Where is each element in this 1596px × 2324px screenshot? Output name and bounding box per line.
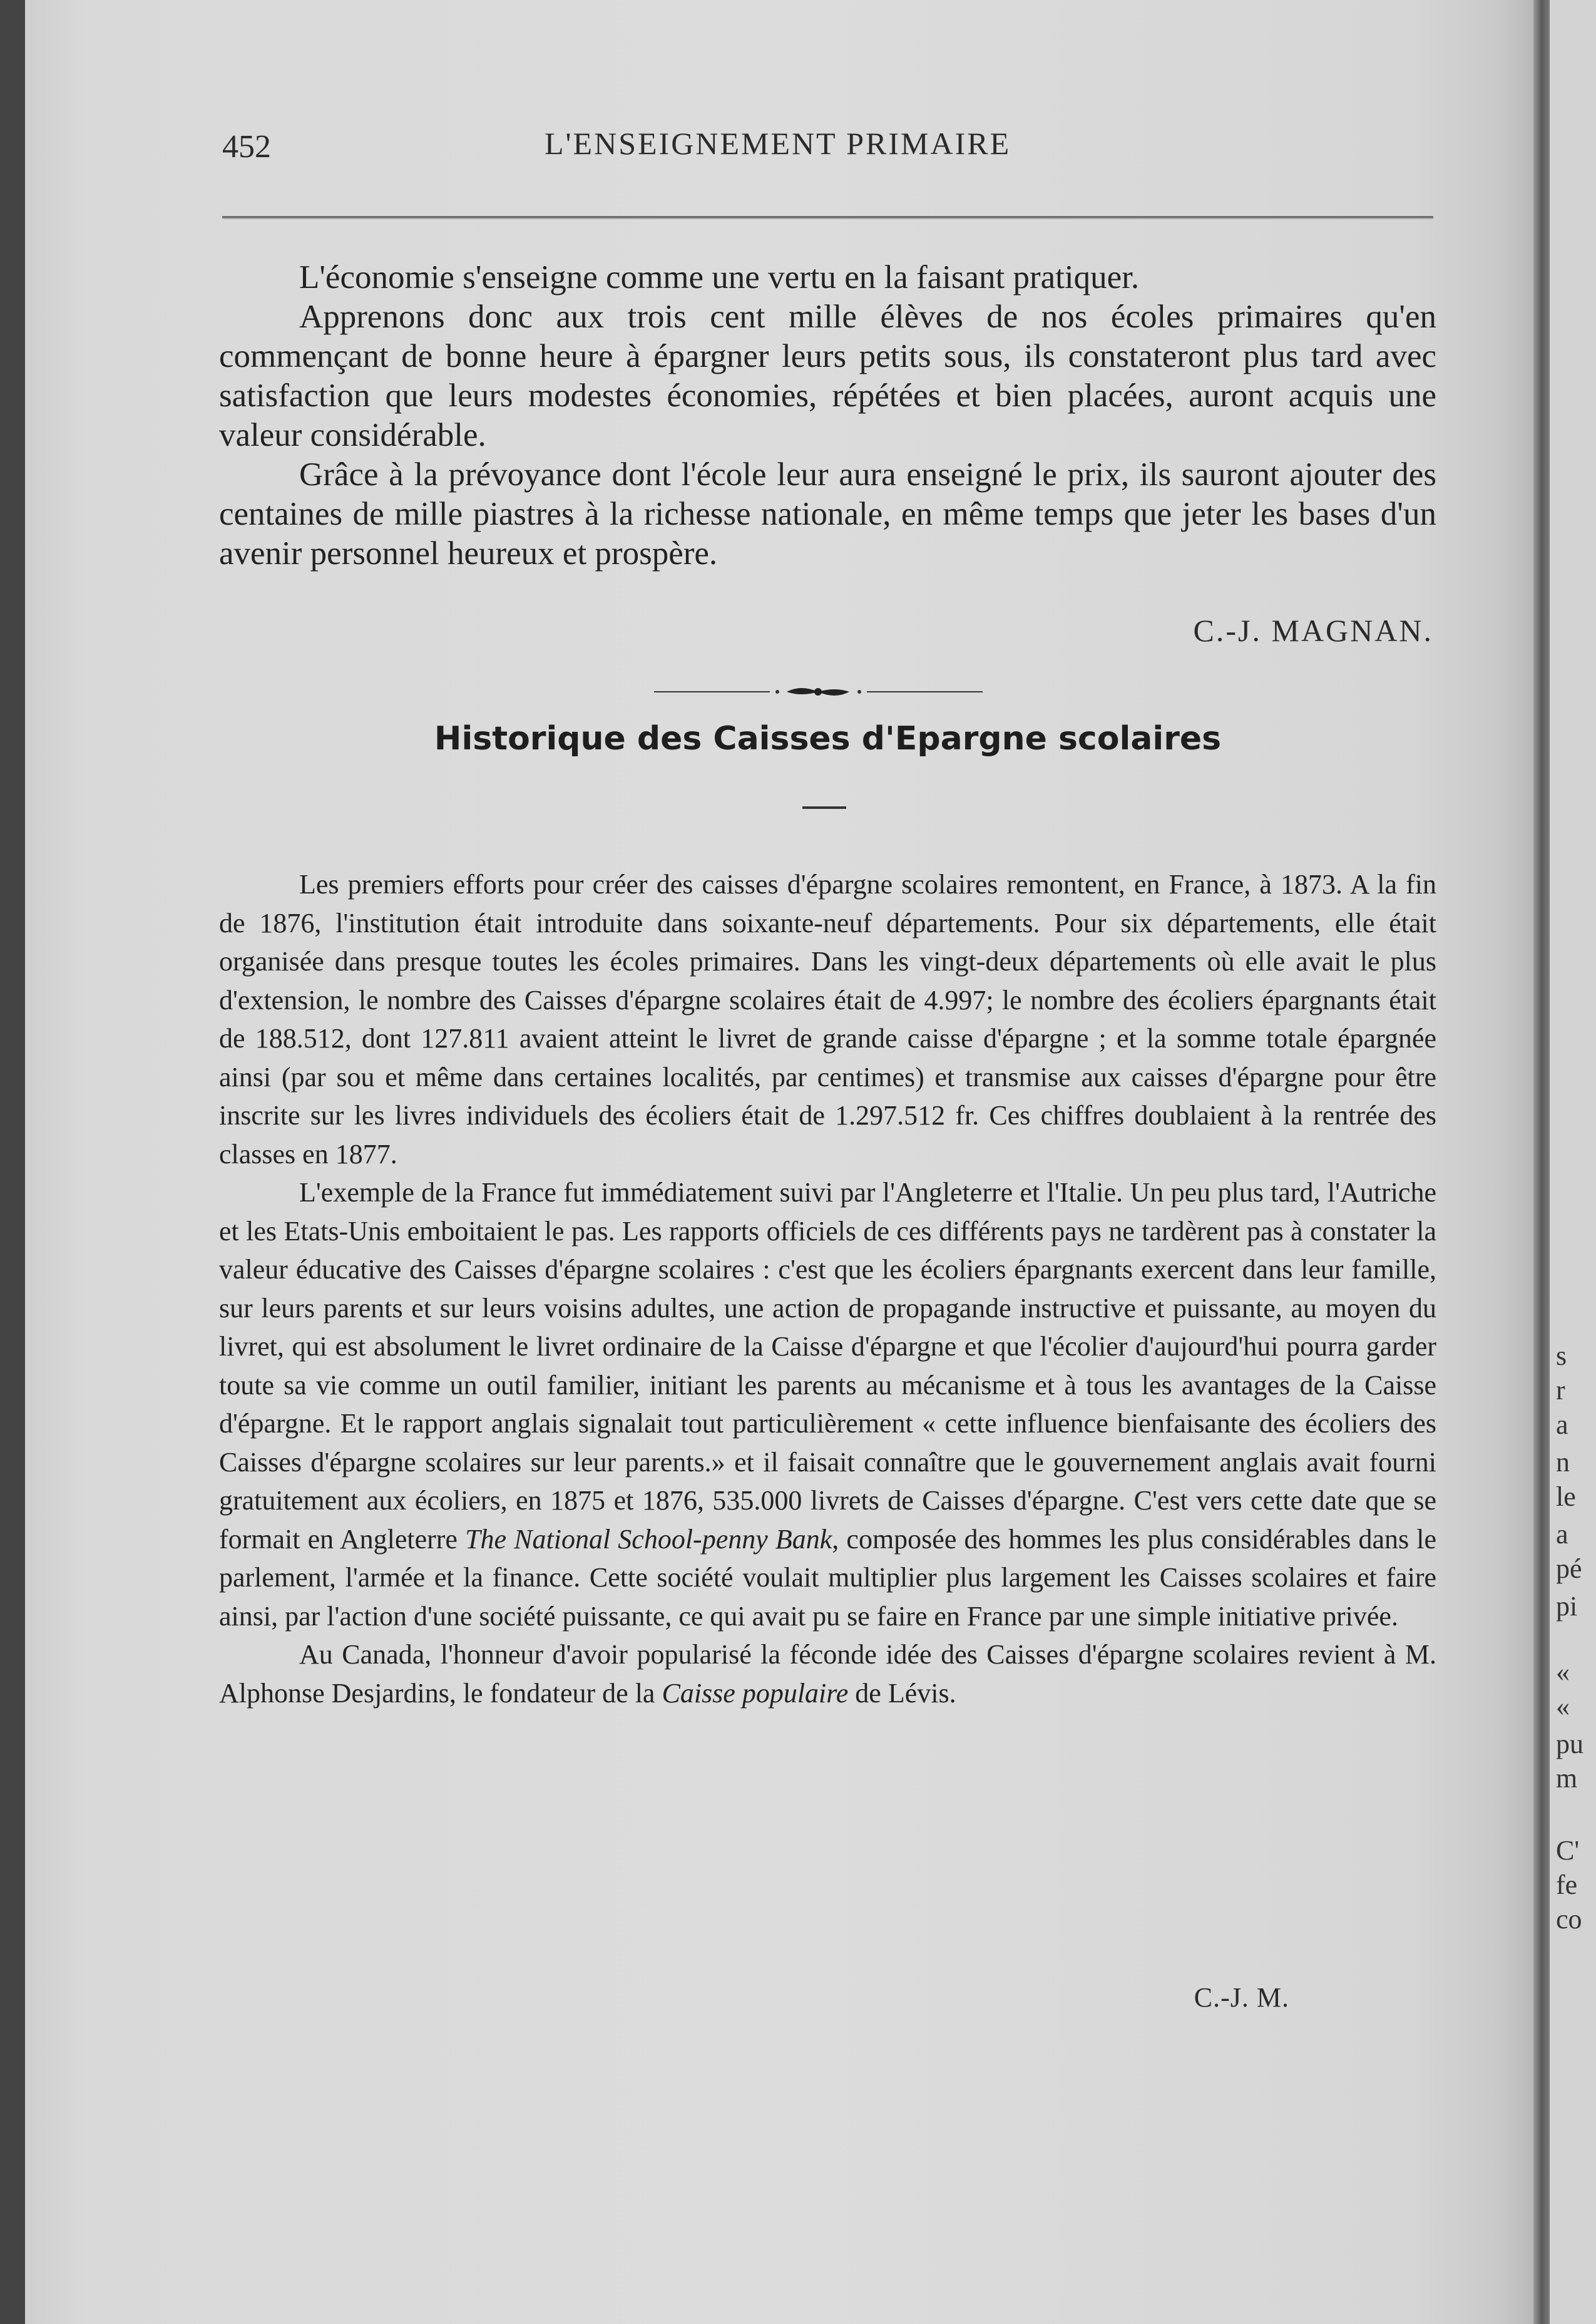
ornament-divider	[654, 682, 983, 701]
paragraph-text: L'exemple de la France fut immédiatement suivi par l'Angleterre et l'Italie. Un peu plus tard, l'Autriche et les Etats-Unis emboitaient le pas. Les rapports officiels de ces différents pays ne tardèrent pas à constater la valeur éducative des Caisses d'épargne scolaires : c'est que les écoliers épargnants exercent dans leur famille, sur leurs parents et sur leurs voisins adultes, une action de propagande instructive et puissante, au moyen du livret, qui est absolument le livret ordinaire de la Caisse d'épargne et que l'écolier d'aujourd'hui pourra garder toute sa vie comme un outil familier, initiant les parents au mécanisme et à tous les avantages de la Caisse d'épargne. Et le rapport anglais signalait tout particulièrement « cette influence bienfaisante des écoliers des Caisses d'épargne scolaires sur leur parents.» et il faisait connaître que le gouvernement anglais avait fourni gratuitement aux écoliers, en 1875 et 1876, 535.000 livrets de Caisses d'épargne. C'est vers cette date que se formait en Angleterre	[219, 1177, 1436, 1555]
facing-page-fragment: s	[1556, 1340, 1567, 1371]
paragraph-text: , composée des hommes les plus considérables dans le parlement, l'armée et la finance. Cette société voulait multiplier plus largement les Caisses scolaires et faire ainsi, par l'action d'une société puissante, ce qui avait pu se faire en France par une simple initiative privée.	[219, 1523, 1436, 1632]
facing-page-fragment: a	[1556, 1519, 1568, 1550]
intro-text	[219, 258, 1436, 573]
page-number: 452	[222, 129, 271, 165]
facing-page-fragment: r	[1556, 1375, 1565, 1406]
book-gutter	[1533, 0, 1550, 2324]
running-title: L'ENSEIGNEMENT PRIMAIRE	[545, 126, 1011, 161]
facing-page-fragment: co	[1556, 1904, 1582, 1935]
facing-page-fragment: «	[1556, 1657, 1570, 1687]
facing-page-fragment: «	[1556, 1691, 1570, 1722]
article-title: Historique des Caisses d'Epargne scolaires	[434, 720, 1222, 758]
article-body	[219, 865, 1436, 1712]
article-paragraph	[219, 1173, 1436, 1635]
article-paragraph	[219, 1635, 1436, 1712]
facing-page-fragment: pi	[1556, 1591, 1578, 1622]
facing-page-fragment: a	[1556, 1409, 1568, 1440]
facing-page-fragment: C'	[1556, 1835, 1580, 1866]
facing-page-fragment: le	[1556, 1481, 1576, 1512]
article-signature: C.-J. M.	[1194, 1982, 1289, 2013]
italic-institution-name: Caisse populaire	[662, 1677, 849, 1709]
header-rule	[222, 216, 1433, 219]
article-paragraph: Les premiers efforts pour créer des caisses d'épargne scolaires remontent, en France, à 1873. A la fin de 1876, l'institution était introduite dans soixante-neuf départements. Pour six départements, elle était organisée dans presque toutes les écoles primaires. Dans les vingt-deux départements où elle avait le plus d'extension, le nombre des Caisses d'épargne scolaires était de 4.997; le nombre des écoliers épargnants était de 188.512, dont 127.811 avaient atteint le livret de grande caisse d'épargne ; et la somme totale épargnée ainsi (par sou et même dans certaines localités, par centimes) et transmise aux caisses d'épargne pour être inscrite sur les livres individuels des écoliers était de 1.297.512 fr. Ces chiffres doublaient à la rentrée des classes en 1877.	[219, 869, 1436, 1170]
intro-signature: C.-J. MAGNAN.	[1193, 613, 1433, 648]
intro-paragraph: Apprenons donc aux trois cent mille élèves de nos écoles primaires qu'en commençant de bonne heure à épargner leurs petits sous, ils constateront plus tard avec satisfaction que leurs modestes économies, répétées et bien placées, auront acquis une valeur considérable.	[219, 299, 1436, 453]
facing-page-fragment: n	[1556, 1447, 1570, 1478]
facing-page-fragment: fe	[1556, 1869, 1578, 1900]
facing-page-fragment: pé	[1556, 1553, 1582, 1584]
intro-paragraph: L'économie s'enseigne comme une vertu en la faisant pratiquer.	[299, 259, 1140, 296]
facing-page-fragment: m	[1556, 1763, 1578, 1794]
facing-page-edge	[1550, 0, 1596, 2324]
intro-paragraph: Grâce à la prévoyance dont l'école leur aura enseigné le prix, ils sauront ajouter des centaines de mille piastres à la richesse nationale, en même temps que jeter les bases d'un avenir personnel heureux et prospère.	[219, 456, 1436, 572]
paragraph-text: de Lévis.	[848, 1677, 956, 1709]
facing-page-fragment: pu	[1556, 1729, 1583, 1759]
title-rule	[802, 806, 846, 809]
paragraph-text: Au Canada, l'honneur d'avoir popularisé la féconde idée des Caisses d'épargne scolaires revient à M. Alphonse Desjardins, le fondateur de la	[219, 1639, 1436, 1709]
italic-society-name: The National School-penny Bank	[465, 1523, 832, 1555]
